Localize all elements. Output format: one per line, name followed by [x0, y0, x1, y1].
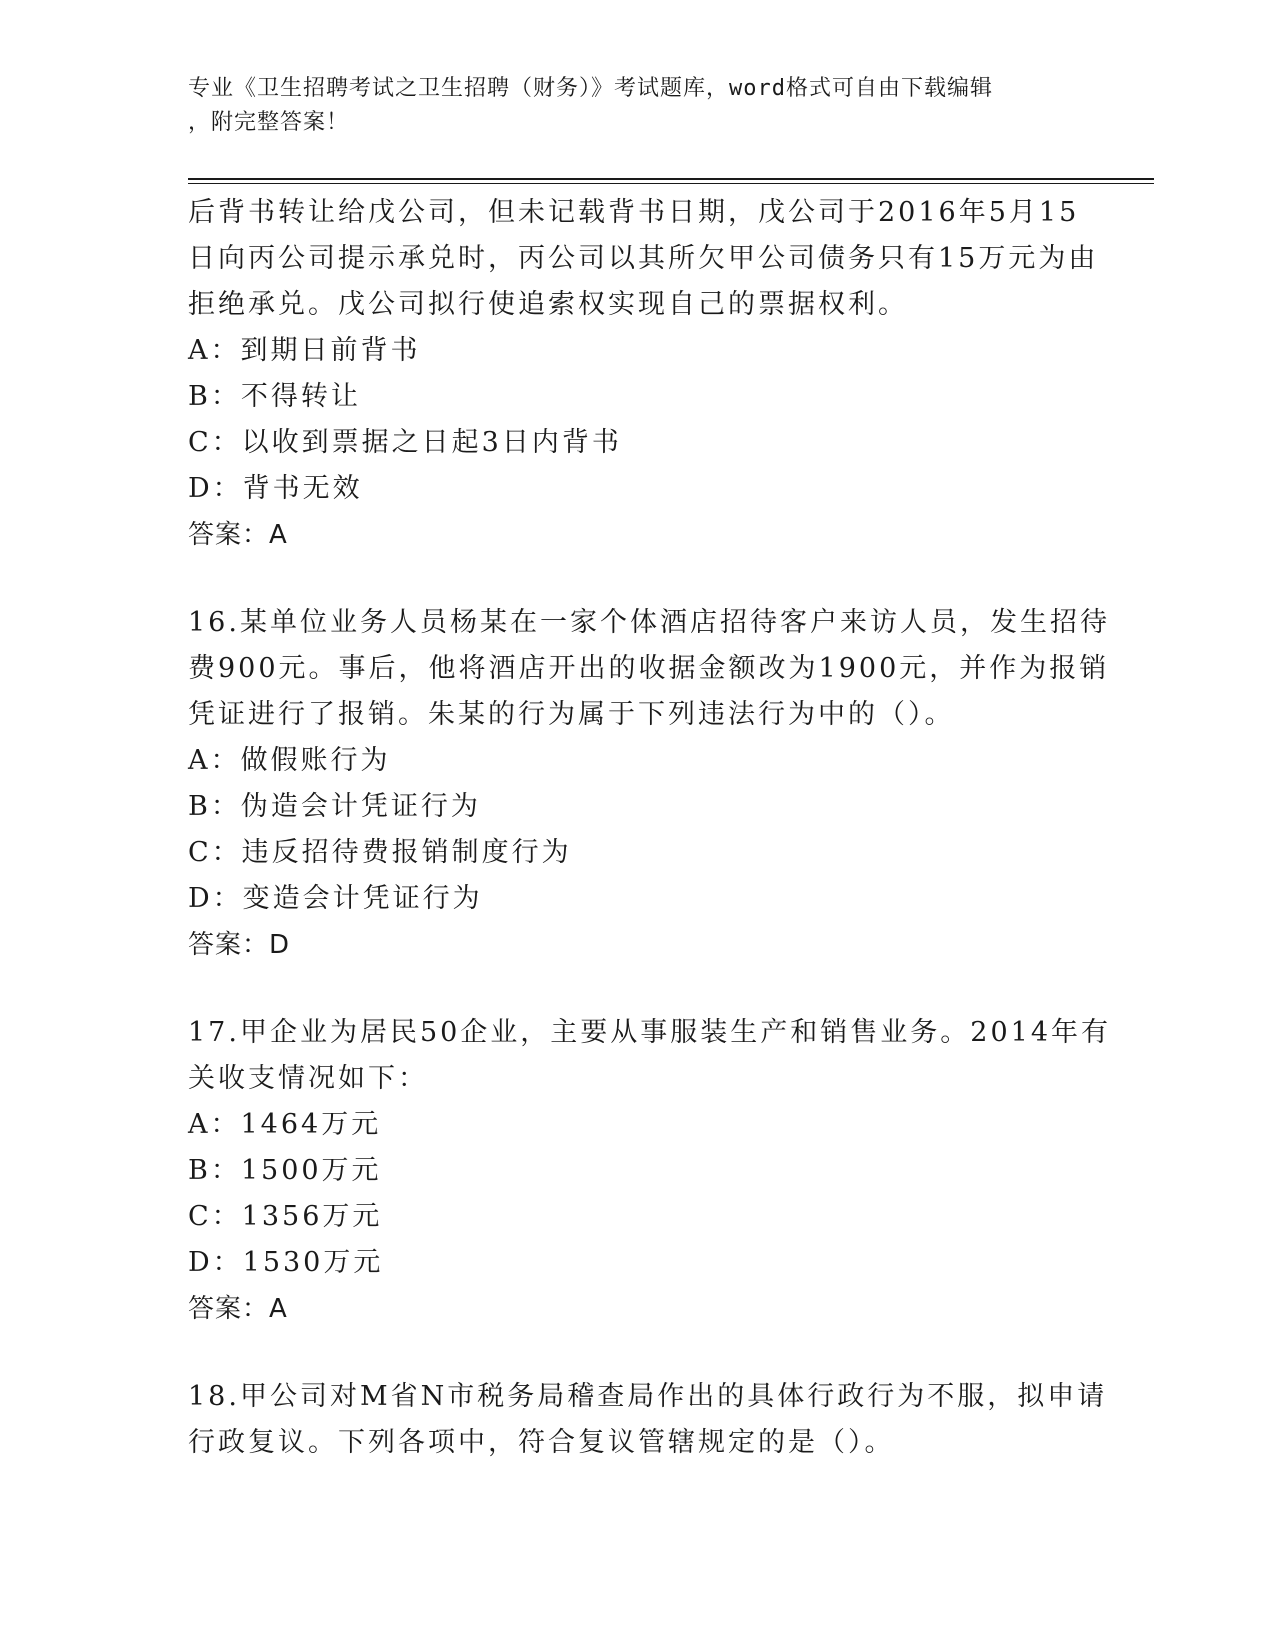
question-text-line: 日向丙公司提示承兑时，丙公司以其所欠甲公司债务只有15万元为由: [188, 243, 1099, 274]
option-a: A：做假账行为: [188, 745, 391, 776]
option-a: A：到期日前背书: [188, 335, 421, 366]
document-body: [188, 190, 1112, 1466]
option-c: C：违反招待费报销制度行为: [188, 837, 572, 868]
option-d: D：1530万元: [188, 1247, 384, 1278]
question-16: [188, 600, 1110, 968]
question-text-line: 拒绝承兑。戊公司拟行使追索权实现自己的票据权利。: [188, 289, 908, 320]
question-text-line: 费900元。事后，他将酒店开出的收据金额改为1900元，并作为报销: [188, 653, 1110, 684]
header-rule-thin: [188, 183, 1154, 184]
question-text-line: 17.甲企业为居民50企业，主要从事服装生产和销售业务。2014年有: [188, 1017, 1112, 1048]
answer-line: 答案：A: [188, 520, 288, 550]
option-b: B：1500万元: [188, 1155, 382, 1186]
question-18: [188, 1374, 1108, 1466]
option-b: B：不得转让: [188, 381, 361, 412]
option-c: C：以收到票据之日起3日内背书: [188, 427, 622, 458]
option-b: B：伪造会计凭证行为: [188, 791, 481, 822]
answer-line: 答案：A: [188, 1294, 288, 1324]
header-line-2: ，附完整答案！: [188, 110, 350, 135]
question-text-line: 后背书转让给戊公司，但未记载背书日期，戊公司于2016年5月15: [188, 197, 1080, 228]
header-rule-thick: [188, 178, 1154, 180]
question-text-line: 16.某单位业务人员杨某在一家个体酒店招待客户来访人员，发生招待: [188, 607, 1110, 638]
question-17: [188, 1010, 1112, 1332]
option-d: D：变造会计凭证行为: [188, 883, 483, 914]
option-a: A：1464万元: [188, 1109, 382, 1140]
document-header: [188, 72, 1088, 140]
question-text-line: 行政复议。下列各项中，符合复议管辖规定的是（）。: [188, 1427, 895, 1458]
question-text-line: 关收支情况如下：: [188, 1063, 428, 1094]
header-line-1: 专业《卫生招聘考试之卫生招聘（财务）》考试题库，word格式可自由下载编辑: [188, 76, 993, 101]
question-text-line: 18.甲公司对M省N市税务局稽查局作出的具体行政行为不服，拟申请: [188, 1381, 1108, 1412]
answer-line: 答案：D: [188, 930, 291, 960]
option-d: D：背书无效: [188, 473, 363, 504]
question-text-line: 凭证进行了报销。朱某的行为属于下列违法行为中的（）。: [188, 699, 955, 730]
option-c: C：1356万元: [188, 1201, 383, 1232]
question-15-continuation: [188, 190, 1099, 558]
